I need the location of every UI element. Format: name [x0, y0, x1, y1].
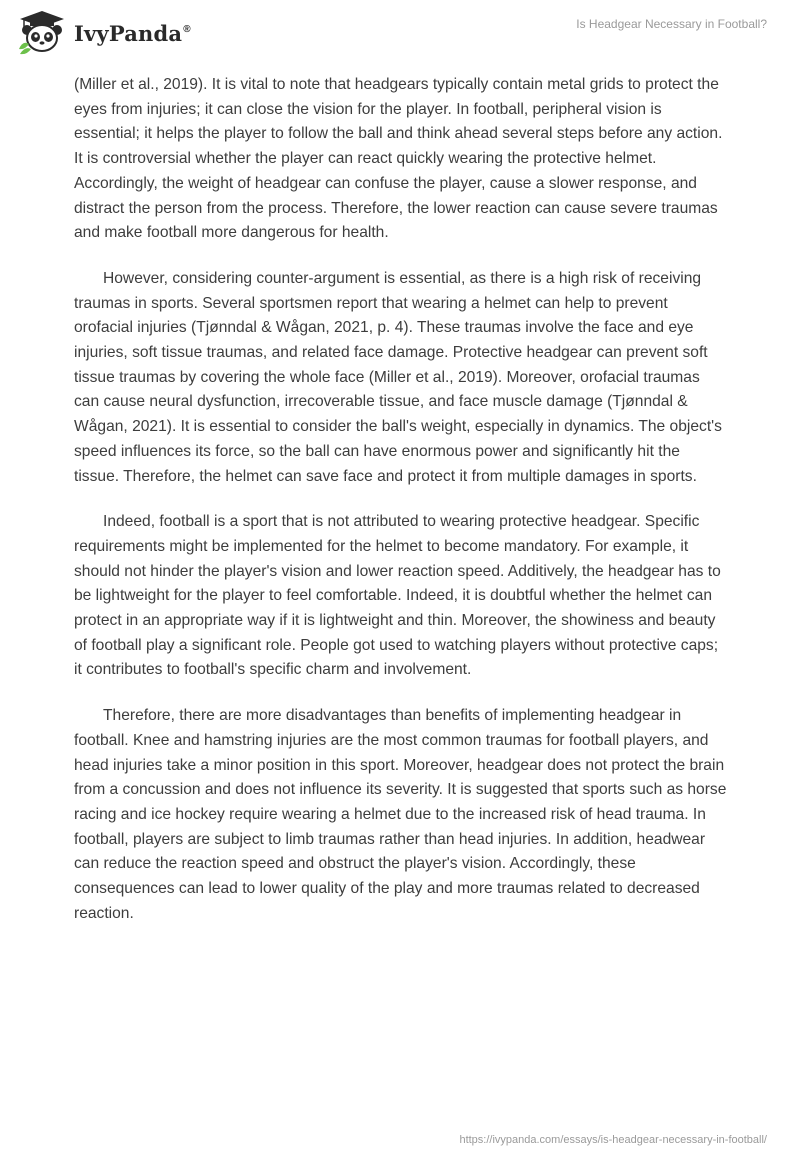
paragraph-2: However, considering counter-argument is essential, as there is a high risk of receiving traumas in sports. Several sportsmen report that wearing a helmet can help to prevent orofacial injuries (Tjønndal & Wågan, 2021, p. 4). These traumas involve the face and eye injuries, soft tissue traumas, and related face damage. Protective headgear can prevent soft tissue traumas by covering the whole face (Miller et al., 2019). Moreover, orofacial traumas can cause neural dysfunction, irrecoverable tissue, and face muscle damage (Tjønndal & Wågan, 2021). It is essential to consider the ball's weight, especially in dynamics. The object's speed influences its force, so the ball can have enormous power and significantly hit the tissue. Therefore, the helmet can save face and protect it from multiple damages in sports. [74, 269, 722, 485]
brand-logo[interactable] [16, 9, 191, 55]
source-url-link[interactable]: https://ivypanda.com/essays/is-headgear-necessary-in-football/ [459, 1134, 767, 1146]
panda-graduate-icon [16, 9, 68, 55]
essay-body [74, 73, 728, 948]
paragraph-1: (Miller et al., 2019). It is vital to note that headgears typically contain metal grids to protect the eyes from injuries; it can close the vision for the player. In football, peripheral vision is essential; it helps the player to follow the ball and think ahead several steps before any action. It is controversial whether the player can react quickly wearing the protective helmet. Accordingly, the weight of headgear can confuse the player, cause a slower response, and distract the person from the process. Therefore, the lower reaction can cause severe traumas and make football more dangerous for health. [74, 76, 723, 242]
page-header [0, 0, 800, 70]
paragraph-4: Therefore, there are more disadvantages than benefits of implementing headgear in football. Knee and hamstring injuries are the most common traumas for football players, and head injuries take a minor position in this sport. Moreover, headgear does not protect the brain from a concussion and does not influence its severity. It is suggested that sports such as horse racing and ice hockey require wearing a helmet due to the increased risk of head trauma. In football, players are subject to limb traumas rather than head injuries. In addition, headwear can reduce the reaction speed and obstruct the player's vision. Accordingly, these consequences can lead to lower quality of the play and more traumas related to decreased reaction. [74, 707, 727, 922]
brand-name: IvyPanda® [74, 20, 191, 46]
registered-mark: ® [183, 23, 191, 35]
document-title: Is Headgear Necessary in Football? [576, 17, 767, 31]
paragraph-3: Indeed, football is a sport that is not attributed to wearing protective headgear. Specific requirements might be implemented for the helmet to become mandatory. For example, it should not hinder the player's vision and lower reaction speed. Additively, the headgear has to be lightweight for the player to feel comfortable. Indeed, it is doubtful whether the helmet can protect in an appropriate way if it is lightweight and thin. Moreover, the showiness and beauty of football play a significant role. People got used to watching players without protective caps; it contributes to football's specific charm and involvement. [74, 513, 721, 679]
